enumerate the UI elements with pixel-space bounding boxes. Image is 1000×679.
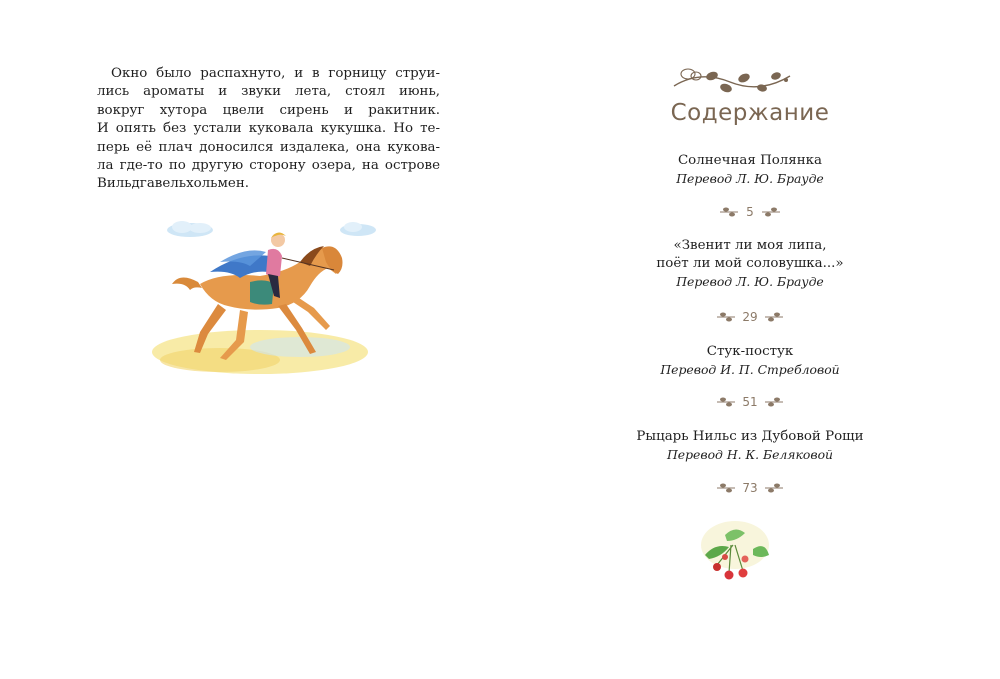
right-sprig-icon <box>760 206 782 218</box>
toc-page-marker <box>500 394 1000 409</box>
toc-page-number: 29 <box>742 309 758 324</box>
right-sprig-icon <box>763 482 785 494</box>
contents-heading: Содержание <box>670 100 830 126</box>
toc-entry-translator: Перевод Л. Ю. Брауде <box>676 274 824 289</box>
left-sprig-icon <box>715 482 737 494</box>
right-sprig-icon <box>763 311 785 323</box>
toc-entry-title: Солнечная Полянка <box>677 153 823 168</box>
toc-entry[interactable] <box>500 237 1000 291</box>
floral-vine-ornament <box>670 64 794 98</box>
story-line: ла где-то по другую сторону озера, на острове <box>97 158 440 174</box>
story-line: И опять без устали куковала кукушка. Но те- <box>97 121 440 137</box>
cloud-left <box>167 221 213 237</box>
story-line: лись ароматы и звуки лета, стоял июнь, <box>97 84 440 100</box>
strawberry-sprig-illustration <box>695 515 773 587</box>
toc-page-number: 73 <box>742 480 758 495</box>
left-sprig-icon <box>715 311 737 323</box>
left-sprig-icon <box>718 206 740 218</box>
toc-page-number: 51 <box>742 394 758 409</box>
toc-page-number: 5 <box>746 204 754 219</box>
toc-entry[interactable] <box>500 152 1000 188</box>
toc-entry[interactable] <box>500 343 1000 379</box>
story-line: перь её плач доносился издалека, она кукова- <box>97 139 440 155</box>
toc-page-marker <box>500 309 1000 324</box>
left-sprig-icon <box>715 396 737 408</box>
story-paragraph <box>97 65 440 194</box>
story-line: Окно было распахнуто, и в горницу струи- <box>111 66 440 81</box>
rider-on-horse-illustration <box>150 212 382 382</box>
toc-entry-translator: Перевод Л. Ю. Брауде <box>676 171 824 186</box>
toc-entry-title: поёт ли мой соловушка...» <box>656 256 844 271</box>
toc-page-marker <box>500 480 1000 495</box>
toc-entry-title: Стук-постук <box>706 344 794 359</box>
right-page <box>500 0 1000 679</box>
toc-entry[interactable] <box>500 428 1000 464</box>
toc-entry-translator: Перевод И. П. Стребловой <box>660 362 840 377</box>
cloud-right <box>340 222 376 236</box>
toc-page-marker <box>500 204 1000 219</box>
story-line: вокруг хутора цвели сирень и ракитник. <box>97 102 440 118</box>
toc-entry-title: «Звенит ли моя липа, <box>673 238 827 253</box>
toc-entry-title: Рыцарь Нильс из Дубовой Рощи <box>636 429 864 444</box>
right-sprig-icon <box>763 396 785 408</box>
toc-entry-translator: Перевод Н. К. Беляковой <box>666 447 834 462</box>
story-line: Вильдгавельхольмен. <box>97 176 249 192</box>
